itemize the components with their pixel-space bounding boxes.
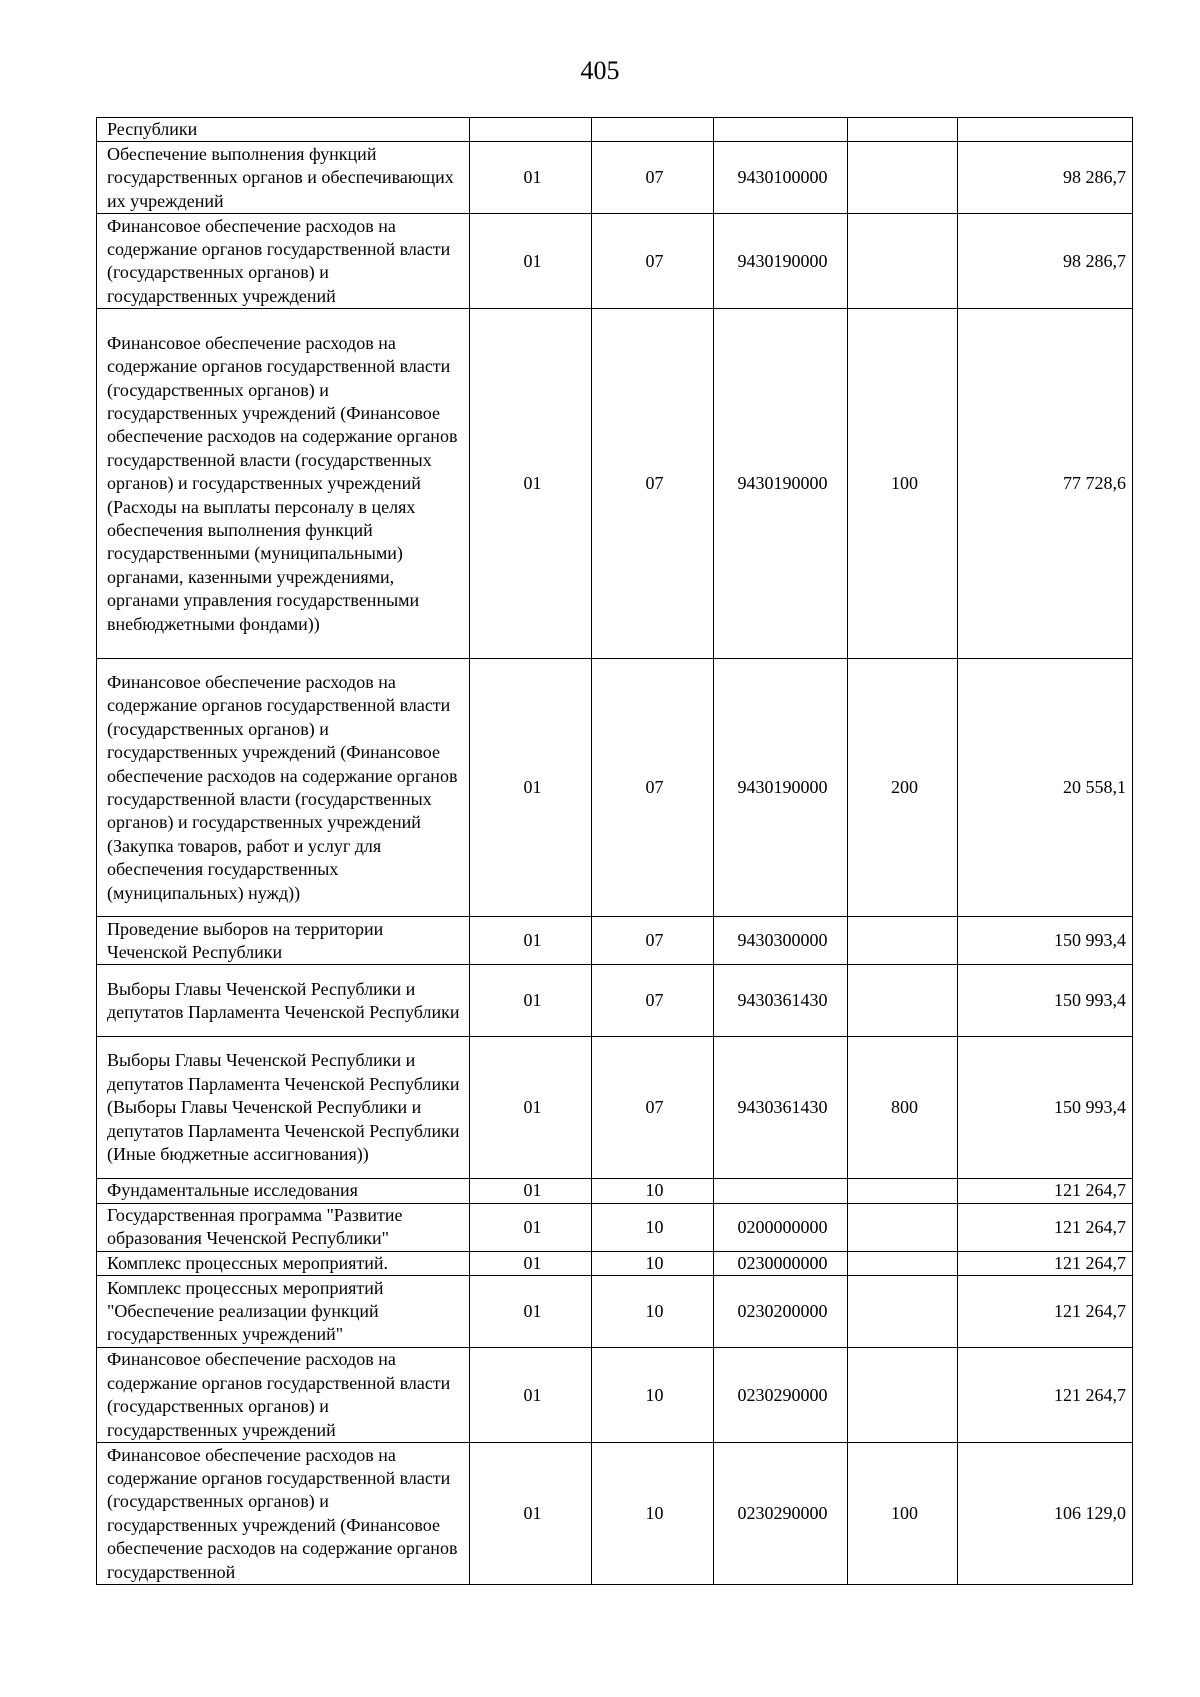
- subsection-code-cell: 07: [592, 309, 714, 659]
- section-code-cell: 01: [470, 917, 592, 965]
- amount-cell: 98 286,7: [958, 142, 1133, 214]
- target-article-cell: 0230200000: [714, 1276, 848, 1348]
- table-row: [97, 142, 1133, 214]
- section-code-cell: 01: [470, 1037, 592, 1179]
- target-article-cell: 9430190000: [714, 659, 848, 917]
- subsection-code-cell: 07: [592, 214, 714, 309]
- expense-name-cell: Выборы Главы Чеченской Республики и депутатов Парламента Чеченской Республики (Выборы Главы Чеченской Республики и депутатов Парламента Чеченской Республики (Иные бюджетные ассигнования)): [97, 1037, 470, 1179]
- expense-type-cell: [848, 118, 958, 142]
- amount-cell: 20 558,1: [958, 659, 1133, 917]
- subsection-code-cell: [592, 118, 714, 142]
- section-code-cell: 01: [470, 965, 592, 1037]
- expense-name-cell: Финансовое обеспечение расходов на содержание органов государственной власти (государственных органов) и государственных учреждений: [97, 214, 470, 309]
- amount-cell: 106 129,0: [958, 1443, 1133, 1585]
- expense-type-cell: [848, 1348, 958, 1443]
- subsection-code-cell: 10: [592, 1251, 714, 1275]
- expense-type-cell: 100: [848, 309, 958, 659]
- amount-cell: 121 264,7: [958, 1203, 1133, 1251]
- subsection-code-cell: 10: [592, 1179, 714, 1203]
- subsection-code-cell: 10: [592, 1203, 714, 1251]
- subsection-code-cell: 07: [592, 965, 714, 1037]
- section-code-cell: 01: [470, 1203, 592, 1251]
- page-number: 405: [580, 56, 620, 85]
- amount-cell: 121 264,7: [958, 1251, 1133, 1275]
- table-row: [97, 118, 1133, 142]
- section-code-cell: 01: [470, 1179, 592, 1203]
- section-code-cell: 01: [470, 142, 592, 214]
- subsection-code-cell: 07: [592, 1037, 714, 1179]
- subsection-code-cell: 10: [592, 1348, 714, 1443]
- expense-type-cell: [848, 1251, 958, 1275]
- table-row: [97, 1348, 1133, 1443]
- expense-name-cell: Комплекс процессных мероприятий "Обеспечение реализации функций государственных учреждений": [97, 1276, 470, 1348]
- expense-name-cell: Финансовое обеспечение расходов на содержание органов государственной власти (государственных органов) и государственных учреждений (Финансовое обеспечение расходов на содержание органов государственной: [97, 1443, 470, 1585]
- expense-type-cell: 200: [848, 659, 958, 917]
- target-article-cell: [714, 118, 848, 142]
- subsection-code-cell: 10: [592, 1276, 714, 1348]
- target-article-cell: 9430300000: [714, 917, 848, 965]
- expense-name-cell: Выборы Главы Чеченской Республики и депутатов Парламента Чеченской Республики: [97, 965, 470, 1037]
- expense-name-cell: Обеспечение выполнения функций государственных органов и обеспечивающих их учреждений: [97, 142, 470, 214]
- table-row: [97, 965, 1133, 1037]
- expense-type-cell: 800: [848, 1037, 958, 1179]
- expense-name-cell: Финансовое обеспечение расходов на содержание органов государственной власти (государственных органов) и государственных учреждений: [97, 1348, 470, 1443]
- section-code-cell: 01: [470, 1443, 592, 1585]
- target-article-cell: 0230000000: [714, 1251, 848, 1275]
- budget-table: [96, 117, 1133, 1585]
- amount-cell: 98 286,7: [958, 214, 1133, 309]
- table-row: [97, 1251, 1133, 1275]
- target-article-cell: 9430190000: [714, 214, 848, 309]
- table-row: [97, 214, 1133, 309]
- amount-cell: 121 264,7: [958, 1348, 1133, 1443]
- expense-name-cell: Проведение выборов на территории Чеченской Республики: [97, 917, 470, 965]
- section-code-cell: 01: [470, 214, 592, 309]
- target-article-cell: [714, 1179, 848, 1203]
- amount-cell: 150 993,4: [958, 965, 1133, 1037]
- section-code-cell: 01: [470, 1348, 592, 1443]
- target-article-cell: 9430361430: [714, 1037, 848, 1179]
- amount-cell: 77 728,6: [958, 309, 1133, 659]
- expense-type-cell: [848, 142, 958, 214]
- expense-type-cell: [848, 965, 958, 1037]
- table-row: [97, 1179, 1133, 1203]
- expense-type-cell: [848, 917, 958, 965]
- expense-name-cell: Комплекс процессных мероприятий.: [97, 1251, 470, 1275]
- amount-cell: [958, 118, 1133, 142]
- expense-type-cell: [848, 1179, 958, 1203]
- target-article-cell: 9430190000: [714, 309, 848, 659]
- target-article-cell: 9430361430: [714, 965, 848, 1037]
- table-row: [97, 1276, 1133, 1348]
- target-article-cell: 0230290000: [714, 1443, 848, 1585]
- amount-cell: 121 264,7: [958, 1276, 1133, 1348]
- section-code-cell: 01: [470, 659, 592, 917]
- table-row: [97, 917, 1133, 965]
- section-code-cell: [470, 118, 592, 142]
- subsection-code-cell: 07: [592, 659, 714, 917]
- expense-type-cell: [848, 1203, 958, 1251]
- table-row: [97, 309, 1133, 659]
- subsection-code-cell: 07: [592, 142, 714, 214]
- expense-type-cell: [848, 214, 958, 309]
- expense-name-cell: Финансовое обеспечение расходов на содержание органов государственной власти (государственных органов) и государственных учреждений (Финансовое обеспечение расходов на содержание органов государственной власти (государственных органов) и государственных учреждений (Закупка товаров, работ и услуг для обеспечения государственных (муниципальных) нужд)): [97, 659, 470, 917]
- expense-name-cell: Государственная программа "Развитие образования Чеченской Республики": [97, 1203, 470, 1251]
- table-row: [97, 1443, 1133, 1585]
- expense-name-cell: Фундаментальные исследования: [97, 1179, 470, 1203]
- expense-type-cell: 100: [848, 1443, 958, 1585]
- section-code-cell: 01: [470, 309, 592, 659]
- amount-cell: 121 264,7: [958, 1179, 1133, 1203]
- amount-cell: 150 993,4: [958, 917, 1133, 965]
- table-row: [97, 1203, 1133, 1251]
- expense-name-cell: Республики: [97, 118, 470, 142]
- section-code-cell: 01: [470, 1251, 592, 1275]
- subsection-code-cell: 07: [592, 917, 714, 965]
- subsection-code-cell: 10: [592, 1443, 714, 1585]
- target-article-cell: 9430100000: [714, 142, 848, 214]
- section-code-cell: 01: [470, 1276, 592, 1348]
- expense-name-cell: Финансовое обеспечение расходов на содержание органов государственной власти (государственных органов) и государственных учреждений (Финансовое обеспечение расходов на содержание органов государственной власти (государственных органов) и государственных учреждений (Расходы на выплаты персоналу в целях обеспечения выполнения функций государственными (муниципальными) органами, казенными учреждениями, органами управления государственными внебюджетными фондами)): [97, 309, 470, 659]
- amount-cell: 150 993,4: [958, 1037, 1133, 1179]
- table-row: [97, 1037, 1133, 1179]
- target-article-cell: 0230290000: [714, 1348, 848, 1443]
- table-row: [97, 659, 1133, 917]
- expense-type-cell: [848, 1276, 958, 1348]
- target-article-cell: 0200000000: [714, 1203, 848, 1251]
